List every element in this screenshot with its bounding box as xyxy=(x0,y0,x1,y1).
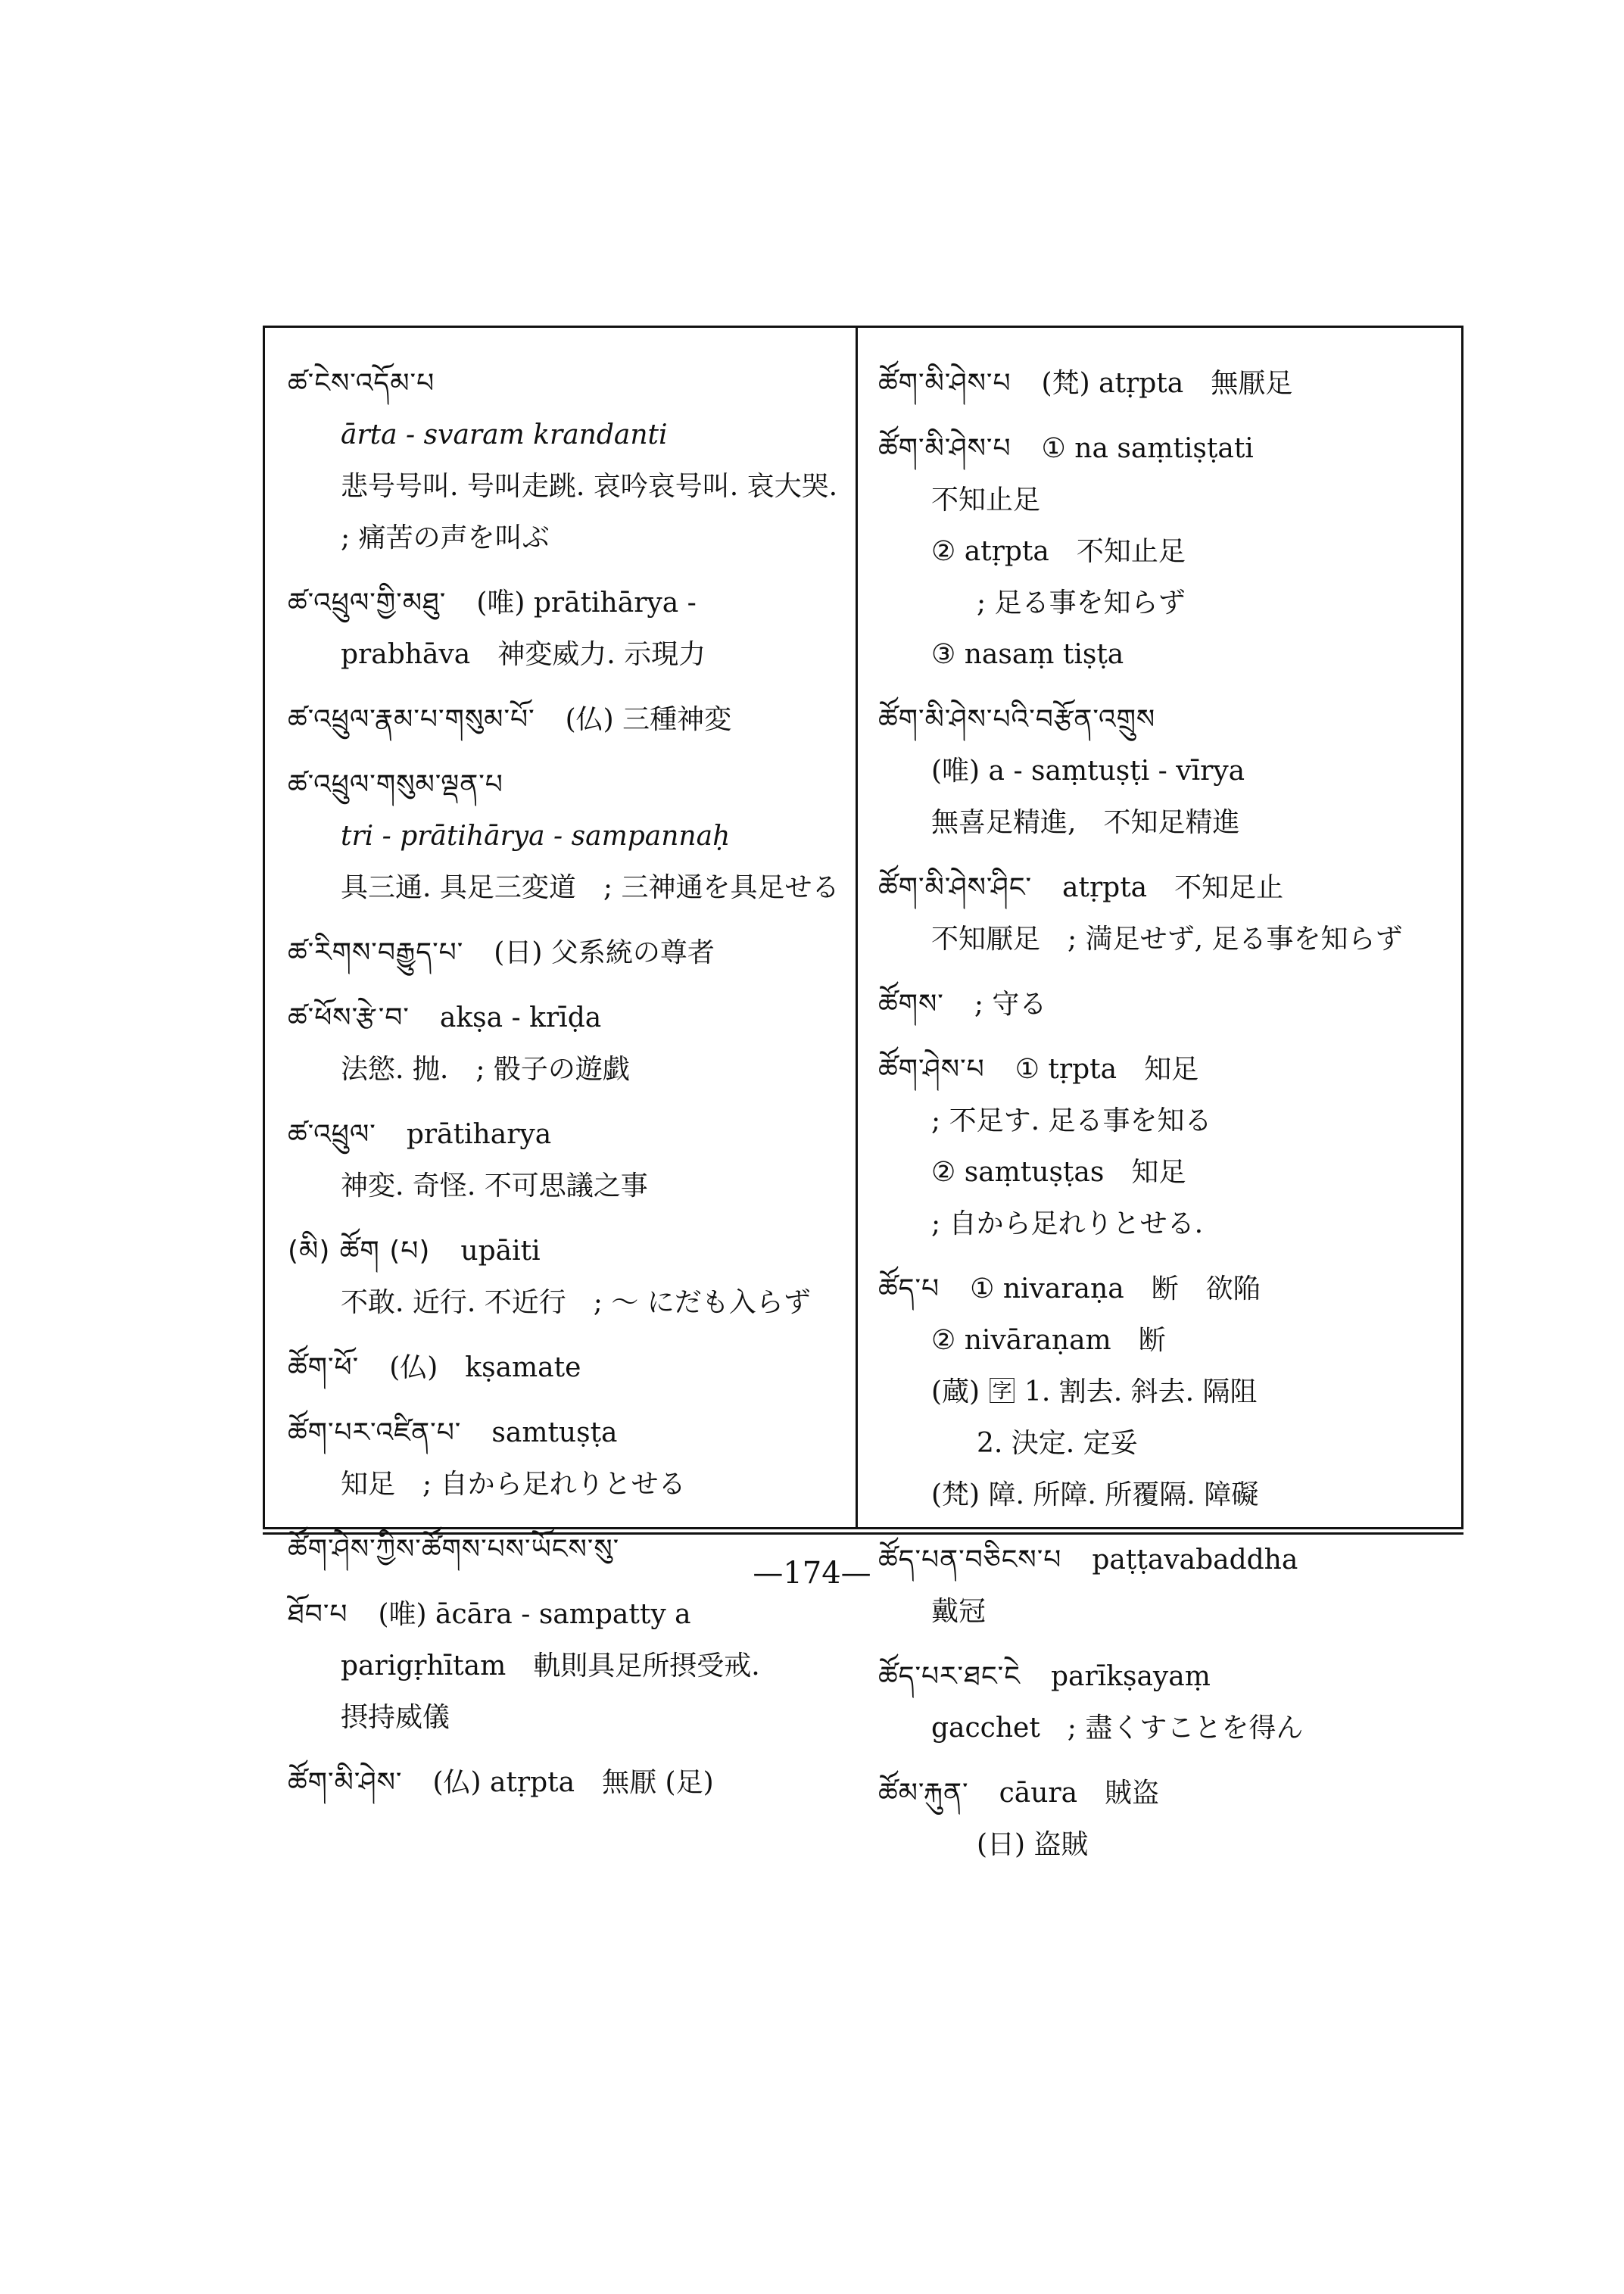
entry-gloss: (仏) 三種神変 xyxy=(565,704,732,735)
entry-headword: ཚོག་པར་འཛིན་པ་ xyxy=(288,1417,462,1448)
dictionary-entry xyxy=(878,1044,1450,1250)
entry-line: ③ nasaṃ tiṣṭa xyxy=(931,639,1124,670)
entry-headline xyxy=(878,1264,1450,1315)
entry-headline xyxy=(288,1407,840,1459)
entry-line: ② atṛpta 不知止足 xyxy=(931,536,1186,567)
entry-line: prabhāva 神変威力. 示現力 xyxy=(341,639,706,670)
entry-line: (日) 盗賊 xyxy=(977,1829,1089,1860)
entry-gloss: (唯) ācāra - sampatty a xyxy=(378,1599,691,1630)
entry-headline xyxy=(288,578,840,629)
entry-gloss: ; 守る xyxy=(974,989,1047,1020)
dictionary-entry xyxy=(288,993,840,1096)
dictionary-entry xyxy=(288,1226,840,1329)
entry-headword: ཚོག་མི་ཤེས་པའི་བརྩོན་འགྲུས xyxy=(878,704,1156,735)
entry-line: 不知止足 xyxy=(931,485,1041,516)
dictionary-entry xyxy=(878,1264,1450,1521)
entry-line: 不敢. 近行. 不近行 ; ～ にだも入らず xyxy=(341,1287,811,1318)
entry-line: tri - prātihārya - sampannaḥ xyxy=(341,821,731,852)
entry-gloss: paṭṭavabaddha xyxy=(1092,1544,1298,1576)
entry-line: 神変. 奇怪. 不可思議之事 xyxy=(341,1170,648,1202)
entry-gloss: (日) 父系統の尊者 xyxy=(494,937,715,968)
entry-headline xyxy=(288,927,840,979)
page-number: —174— xyxy=(753,1556,871,1591)
entry-line: 悲号号叫. 号叫走跳. 哀吟哀号叫. 哀大哭. xyxy=(341,471,838,502)
entry-headword: ཚོག་མི་ཤེས་པ xyxy=(878,433,1011,464)
entry-headline xyxy=(878,1768,1450,1819)
entry-line: (蔵) 🈑 1. 割去. 斜去. 隔阻 xyxy=(931,1376,1258,1407)
entry-line: ; 自から足れりとせる. xyxy=(931,1208,1204,1239)
entry-headword: ཚ་འཕྲུལ་ xyxy=(288,1119,376,1150)
entry-headword: ཚ་འཕྲུལ་རྣམ་པ་གསུམ་པོ་ xyxy=(288,704,535,735)
entry-headline xyxy=(878,1044,1450,1096)
entry-headline xyxy=(288,1757,840,1809)
dictionary-entry xyxy=(288,927,840,979)
entry-gloss: cāura 賊盗 xyxy=(999,1778,1160,1809)
entry-headword: ཚོགས་ xyxy=(878,989,944,1020)
entry-line: 知足 ; 自から足れりとせる xyxy=(341,1469,686,1500)
right-column xyxy=(878,358,1450,1884)
entry-line: ārta - svaram krandanti xyxy=(341,419,668,450)
entry-line: ; 痛苦の声を叫ぶ xyxy=(341,522,550,553)
entry-line: 具三通. 具足三変道 ; 三神通を具足せる xyxy=(341,872,840,903)
entry-headword: ཚོག་ཕོ་ xyxy=(288,1352,360,1383)
entry-gloss: ① tṛpta 知足 xyxy=(1015,1054,1199,1085)
dictionary-entry xyxy=(288,578,840,681)
entry-line: 戴冠 xyxy=(931,1596,987,1627)
entry-gloss: ① na saṃtiṣṭati xyxy=(1041,433,1254,464)
entry-line: ; 足る事を知らず xyxy=(977,588,1186,619)
entry-line: 無喜足精進, 不知足精進 xyxy=(931,807,1240,838)
dictionary-entry xyxy=(878,1651,1450,1754)
entry-headword: ཚོག་མི་ཤེས་པ xyxy=(878,368,1011,399)
entry-gloss: atṛpta 不知足止 xyxy=(1062,872,1284,903)
entry-headline xyxy=(878,979,1450,1030)
entry-line: (唯) a - saṃtuṣṭi - vīrya xyxy=(931,756,1245,787)
entry-headline xyxy=(288,1589,840,1641)
entry-headline xyxy=(288,1226,840,1277)
entry-headword: ཚ་རིགས་བརྒྱུད་པ་ xyxy=(288,937,464,968)
entry-line: 摂持威儀 xyxy=(341,1702,450,1733)
entry-headword: (མི) ཚོག (པ) xyxy=(288,1236,431,1267)
entry-headline xyxy=(288,1109,840,1161)
entry-line: gacchet ; 盡くすことを得ん xyxy=(931,1713,1304,1744)
entry-headline xyxy=(288,759,840,811)
dictionary-entry xyxy=(878,862,1450,965)
entry-gloss: akṣa - krīḍa xyxy=(439,1002,602,1033)
entry-headline xyxy=(288,358,840,410)
entry-headline xyxy=(288,694,840,746)
entry-gloss: (仏) atṛpta 無厭 (足) xyxy=(432,1767,714,1798)
entry-gloss: (唯) prātihārya - xyxy=(476,588,697,619)
entry-line: ② nivāraṇam 断 xyxy=(931,1325,1166,1356)
entry-gloss: parīkṣayaṃ xyxy=(1050,1661,1211,1692)
entry-gloss: samtuṣṭa xyxy=(491,1417,618,1448)
dictionary-entry xyxy=(878,358,1450,410)
dictionary-entry xyxy=(288,1589,840,1744)
dictionary-entry xyxy=(288,1407,840,1510)
dictionary-entry xyxy=(878,694,1450,849)
dictionary-entry xyxy=(288,358,840,564)
dictionary-entry xyxy=(288,1757,840,1809)
entry-line: parigṛhītam 軌則具足所摂受戒. xyxy=(341,1650,760,1682)
entry-line: 不知厭足 ; 満足せず, 足る事を知らず xyxy=(931,924,1403,955)
entry-headword: ཚོག་ཤེས་ཀྱིས་ཚོགས་པས་ཡོངས་སུ་ xyxy=(288,1534,620,1565)
entry-headline xyxy=(878,423,1450,475)
entry-headword: ཚ་འཕྲུལ་གྱི་མཐུ་ xyxy=(288,588,447,619)
entry-headline xyxy=(288,993,840,1044)
entry-headline xyxy=(878,694,1450,746)
dictionary-entry xyxy=(288,1342,840,1394)
entry-line: (梵) 障. 所障. 所覆隔. 障礙 xyxy=(931,1479,1259,1510)
dictionary-entry xyxy=(878,1768,1450,1871)
entry-line: ② saṃtuṣṭas 知足 xyxy=(931,1157,1186,1188)
entry-headword: ཚ་ངེས་འདོམ་པ xyxy=(288,368,435,399)
entry-headline xyxy=(878,1651,1450,1703)
entry-headword: ཚོག་ཤེས་པ xyxy=(878,1054,985,1085)
entry-gloss: (梵) atṛpta 無厭足 xyxy=(1041,368,1293,399)
entry-gloss: prātiharya xyxy=(406,1119,552,1150)
entry-gloss: upāiti xyxy=(460,1236,541,1267)
dictionary-entry xyxy=(878,979,1450,1030)
entry-headword: ཐོབ་པ xyxy=(288,1599,348,1630)
dictionary-entry xyxy=(288,759,840,914)
dictionary-entry xyxy=(878,423,1450,681)
entry-headword: ཚ་འཕྲུལ་གསུམ་ལྡན་པ xyxy=(288,769,503,800)
entry-headword: ཚོད་པར་ཐང་ངེ xyxy=(878,1661,1021,1692)
entry-headline xyxy=(878,862,1450,914)
entry-headline xyxy=(878,358,1450,410)
entry-line: ; 不足す. 足る事を知る xyxy=(931,1105,1212,1136)
entry-headword: ཚོད་པ xyxy=(878,1273,940,1304)
entry-line: 2. 決定. 定妥 xyxy=(977,1428,1138,1459)
entry-gloss: ① nivaraṇa 断 欲陥 xyxy=(970,1273,1261,1304)
left-column xyxy=(288,358,840,1822)
frame-bottom-rule xyxy=(263,1532,1463,1535)
entry-headword: ཚོག་མི་ཤེས་ཤིང་ xyxy=(878,872,1033,903)
dictionary-entry xyxy=(288,1109,840,1212)
entry-headword: ཚོད་པན་བཅིངས་པ xyxy=(878,1544,1062,1576)
entry-line: 法慾. 抛. ; 骰子の遊戯 xyxy=(341,1054,630,1085)
entry-headline xyxy=(288,1342,840,1394)
dictionary-entry xyxy=(288,694,840,746)
column-divider xyxy=(856,328,858,1527)
entry-gloss: (仏) kṣamate xyxy=(389,1352,581,1383)
entry-headword: ཚོམ་རྐུན་ xyxy=(878,1778,969,1809)
entry-headword: ཚོག་མི་ཤེས་ xyxy=(288,1767,403,1798)
entry-headword: ཚ་ཕོས་རྩེ་བ་ xyxy=(288,1002,410,1033)
